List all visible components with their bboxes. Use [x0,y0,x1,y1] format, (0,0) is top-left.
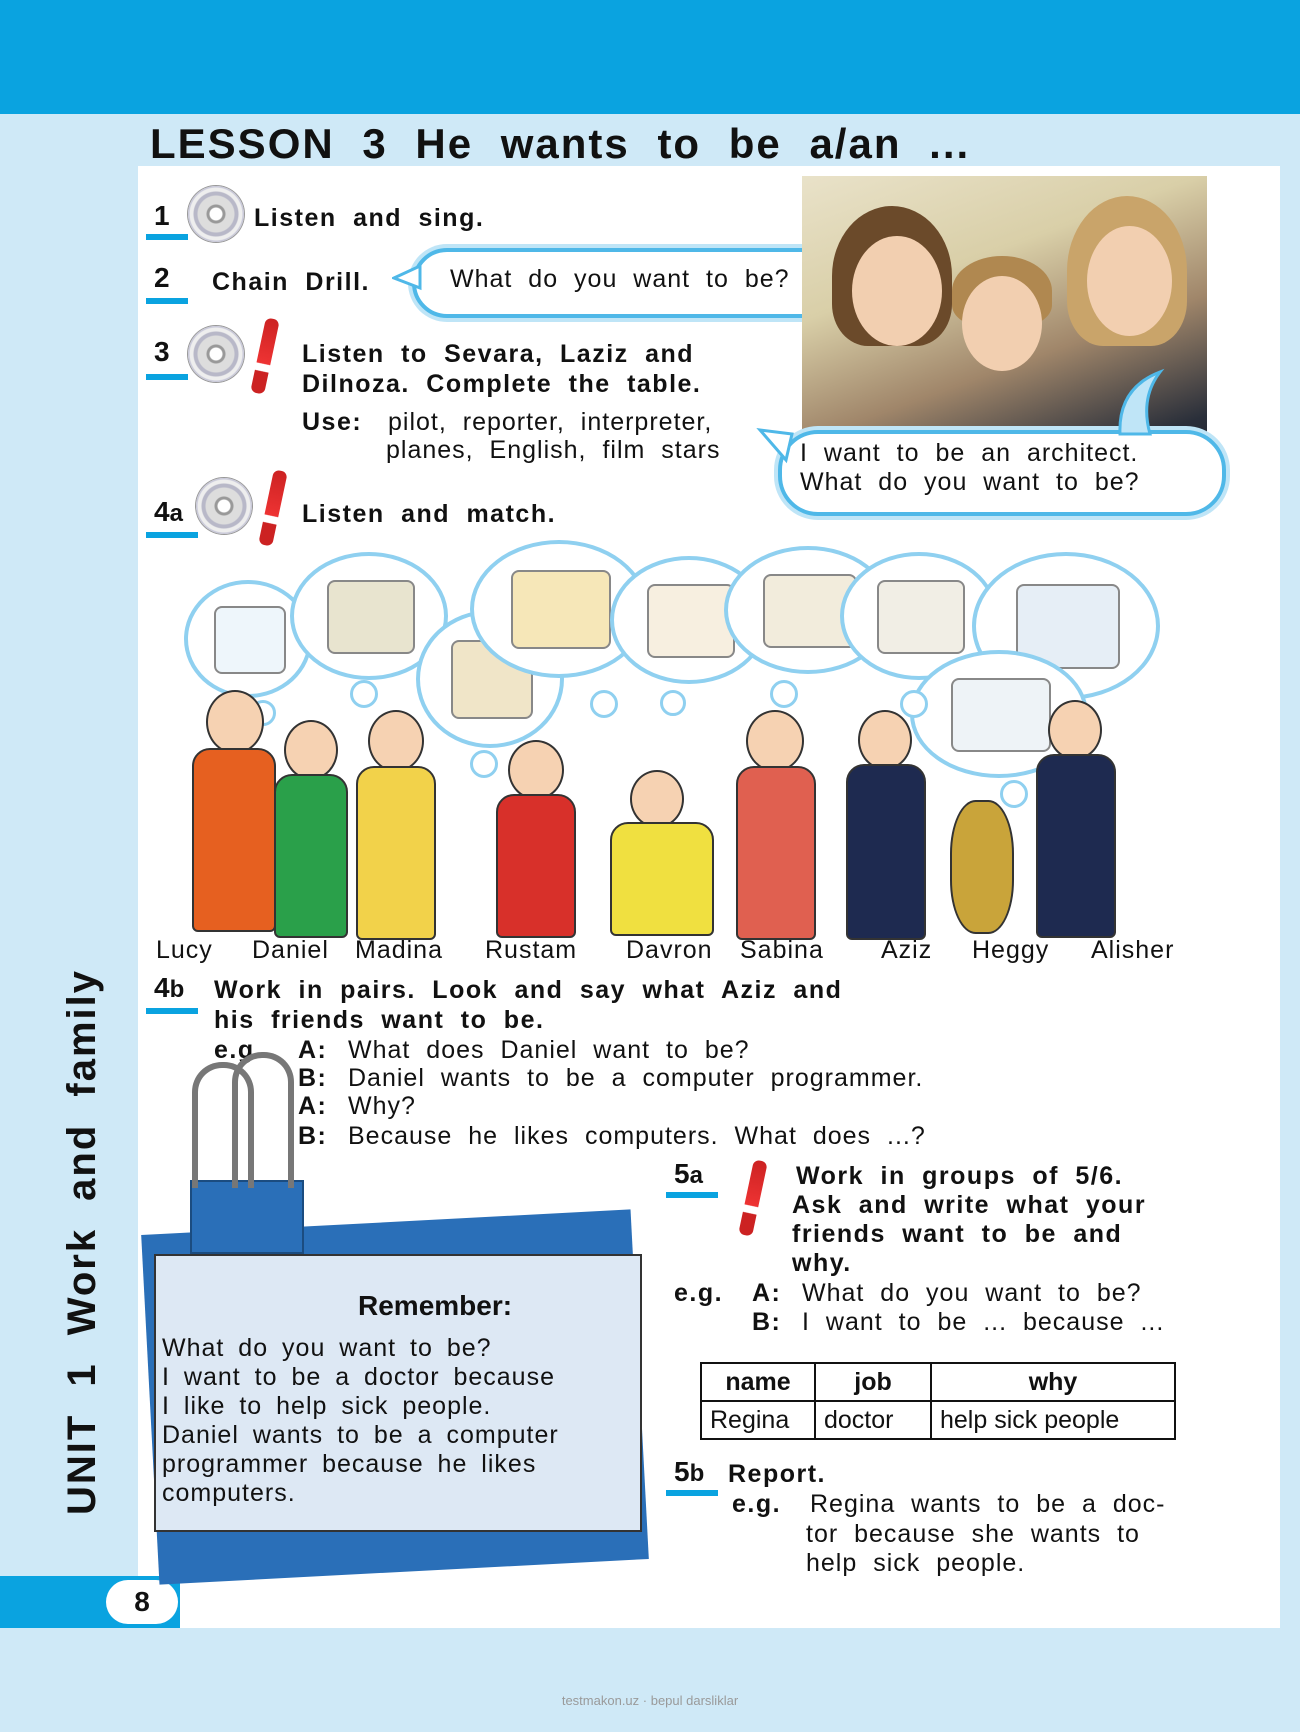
dialog-speaker: A: [298,1036,328,1064]
name-davron: Davron [626,936,713,964]
jobs-illustration [140,540,1280,940]
figure-madina [350,710,440,940]
figure-heggy [940,800,1020,940]
figure-aziz [840,710,930,940]
figure-lucy [188,690,278,940]
task-5b-line: Regina wants to be a doc- [810,1490,1166,1518]
dialog-speaker: B: [298,1064,328,1092]
task-3-line-2: Dilnoza. Complete the table. [302,370,702,398]
figure-rustam [490,740,580,940]
dialog-speaker: B: [752,1308,782,1336]
task-4a-number: 4a [154,496,183,527]
table-cell: doctor [815,1401,931,1439]
table-header: why [931,1363,1175,1401]
remember-line: I want to be a doctor because [162,1363,555,1391]
name-daniel: Daniel [252,936,329,964]
table-cell: help sick people [931,1401,1175,1439]
table-header: name [701,1363,815,1401]
remember-line: I like to help sick people. [162,1392,492,1420]
task-5b-text: Report. [728,1460,826,1488]
footer-note: testmakon.uz · bepul darsliklar [561,1693,739,1708]
right-margin [1280,114,1300,1630]
task-1-underline [146,234,188,240]
remember-line: What do you want to be? [162,1334,492,1362]
task-5a-number: 5a [674,1158,703,1189]
name-heggy: Heggy [972,936,1050,964]
cd-icon[interactable] [188,326,244,382]
name-aziz: Aziz [881,936,933,964]
task-4b-line-1: Work in pairs. Look and say what Aziz and [214,976,843,1004]
task-3-underline [146,374,188,380]
table-header: job [815,1363,931,1401]
task-4b-line-2: his friends want to be. [214,1006,545,1034]
task-5b-line: tor because she wants to [806,1520,1140,1548]
remember-line: computers. [162,1479,296,1507]
remember-title: Remember: [358,1290,513,1321]
task-2-number: 2 [154,262,170,293]
name-madina: Madina [355,936,443,964]
use-words-line-2: planes, English, film stars [386,436,721,464]
dialog-speaker: A: [298,1092,328,1120]
task-2-text: Chain Drill. [212,268,370,296]
speech-bubble-top-text: What do you want to be? [450,265,790,293]
task-5b-underline [666,1490,718,1496]
task-5b-eg: e.g. [732,1490,782,1518]
task-2-underline [146,298,188,304]
dialog-line: What does Daniel want to be? [348,1036,750,1064]
task-5a-eg: e.g. [674,1279,724,1307]
task-3-number: 3 [154,336,170,367]
task-5a-line: Work in groups of 5/6. [796,1162,1124,1190]
speech-bubble-tail [392,262,422,292]
dialog-speaker: A: [752,1279,782,1307]
dialog-line: I want to be ... because ... [802,1308,1165,1336]
task-5b-line: help sick people. [806,1549,1026,1577]
dialog-line: Because he likes computers. What does ...? [348,1122,926,1150]
task-4a-underline [146,532,198,538]
task-3-line-1: Listen to Sevara, Laziz and [302,340,695,368]
use-words-line-1: pilot, reporter, interpreter, [388,408,713,436]
unit-label: UNIT 1 Work and family [60,968,104,1515]
remember-line: programmer because he likes [162,1450,537,1478]
table-header-row [701,1363,1175,1401]
speech-bubble-bottom-line-2: What do you want to be? [800,468,1140,496]
top-banner [0,0,1300,114]
page-number: 8 [106,1580,178,1624]
task-5a-line: why. [792,1249,852,1277]
dialog-speaker: B: [298,1122,328,1150]
use-label: Use: [302,408,363,436]
binder-clip-icon [190,1180,304,1254]
table-cell: Regina [701,1401,815,1439]
dialog-line: What do you want to be? [802,1279,1142,1307]
cd-icon[interactable] [196,478,252,534]
remember-line: Daniel wants to be a computer [162,1421,559,1449]
jobs-table [700,1362,1176,1440]
dialog-line: Why? [348,1092,416,1120]
task-5a-underline [666,1192,718,1198]
cd-icon[interactable] [188,186,244,242]
dialog-line: Daniel wants to be a computer programmer. [348,1064,924,1092]
speech-bubble-tail [756,424,796,464]
name-sabina: Sabina [740,936,824,964]
task-4b-eg: e.g. [214,1036,264,1064]
task-1-number: 1 [154,200,170,231]
task-4a-text: Listen and match. [302,500,557,528]
task-4b-underline [146,1008,198,1014]
task-4b-number: 4b [154,972,185,1003]
task-5a-line: friends want to be and [792,1220,1123,1248]
name-rustam: Rustam [485,936,578,964]
task-1-text: Listen and sing. [254,204,485,232]
task-5a-line: Ask and write what your [792,1191,1147,1219]
figure-alisher [1030,700,1120,940]
speech-bubble-tail-top [1110,368,1170,438]
figure-davron [600,770,720,940]
bottom-margin [0,1628,1300,1732]
table-row [701,1401,1175,1439]
figure-daniel [270,720,350,940]
figure-sabina [730,710,820,940]
name-lucy: Lucy [156,936,213,964]
name-alisher: Alisher [1091,936,1175,964]
task-5b-number: 5b [674,1456,705,1487]
speech-bubble-bottom-line-1: I want to be an architect. [800,439,1139,467]
lesson-title: LESSON 3 He wants to be a/an ... [150,120,971,167]
